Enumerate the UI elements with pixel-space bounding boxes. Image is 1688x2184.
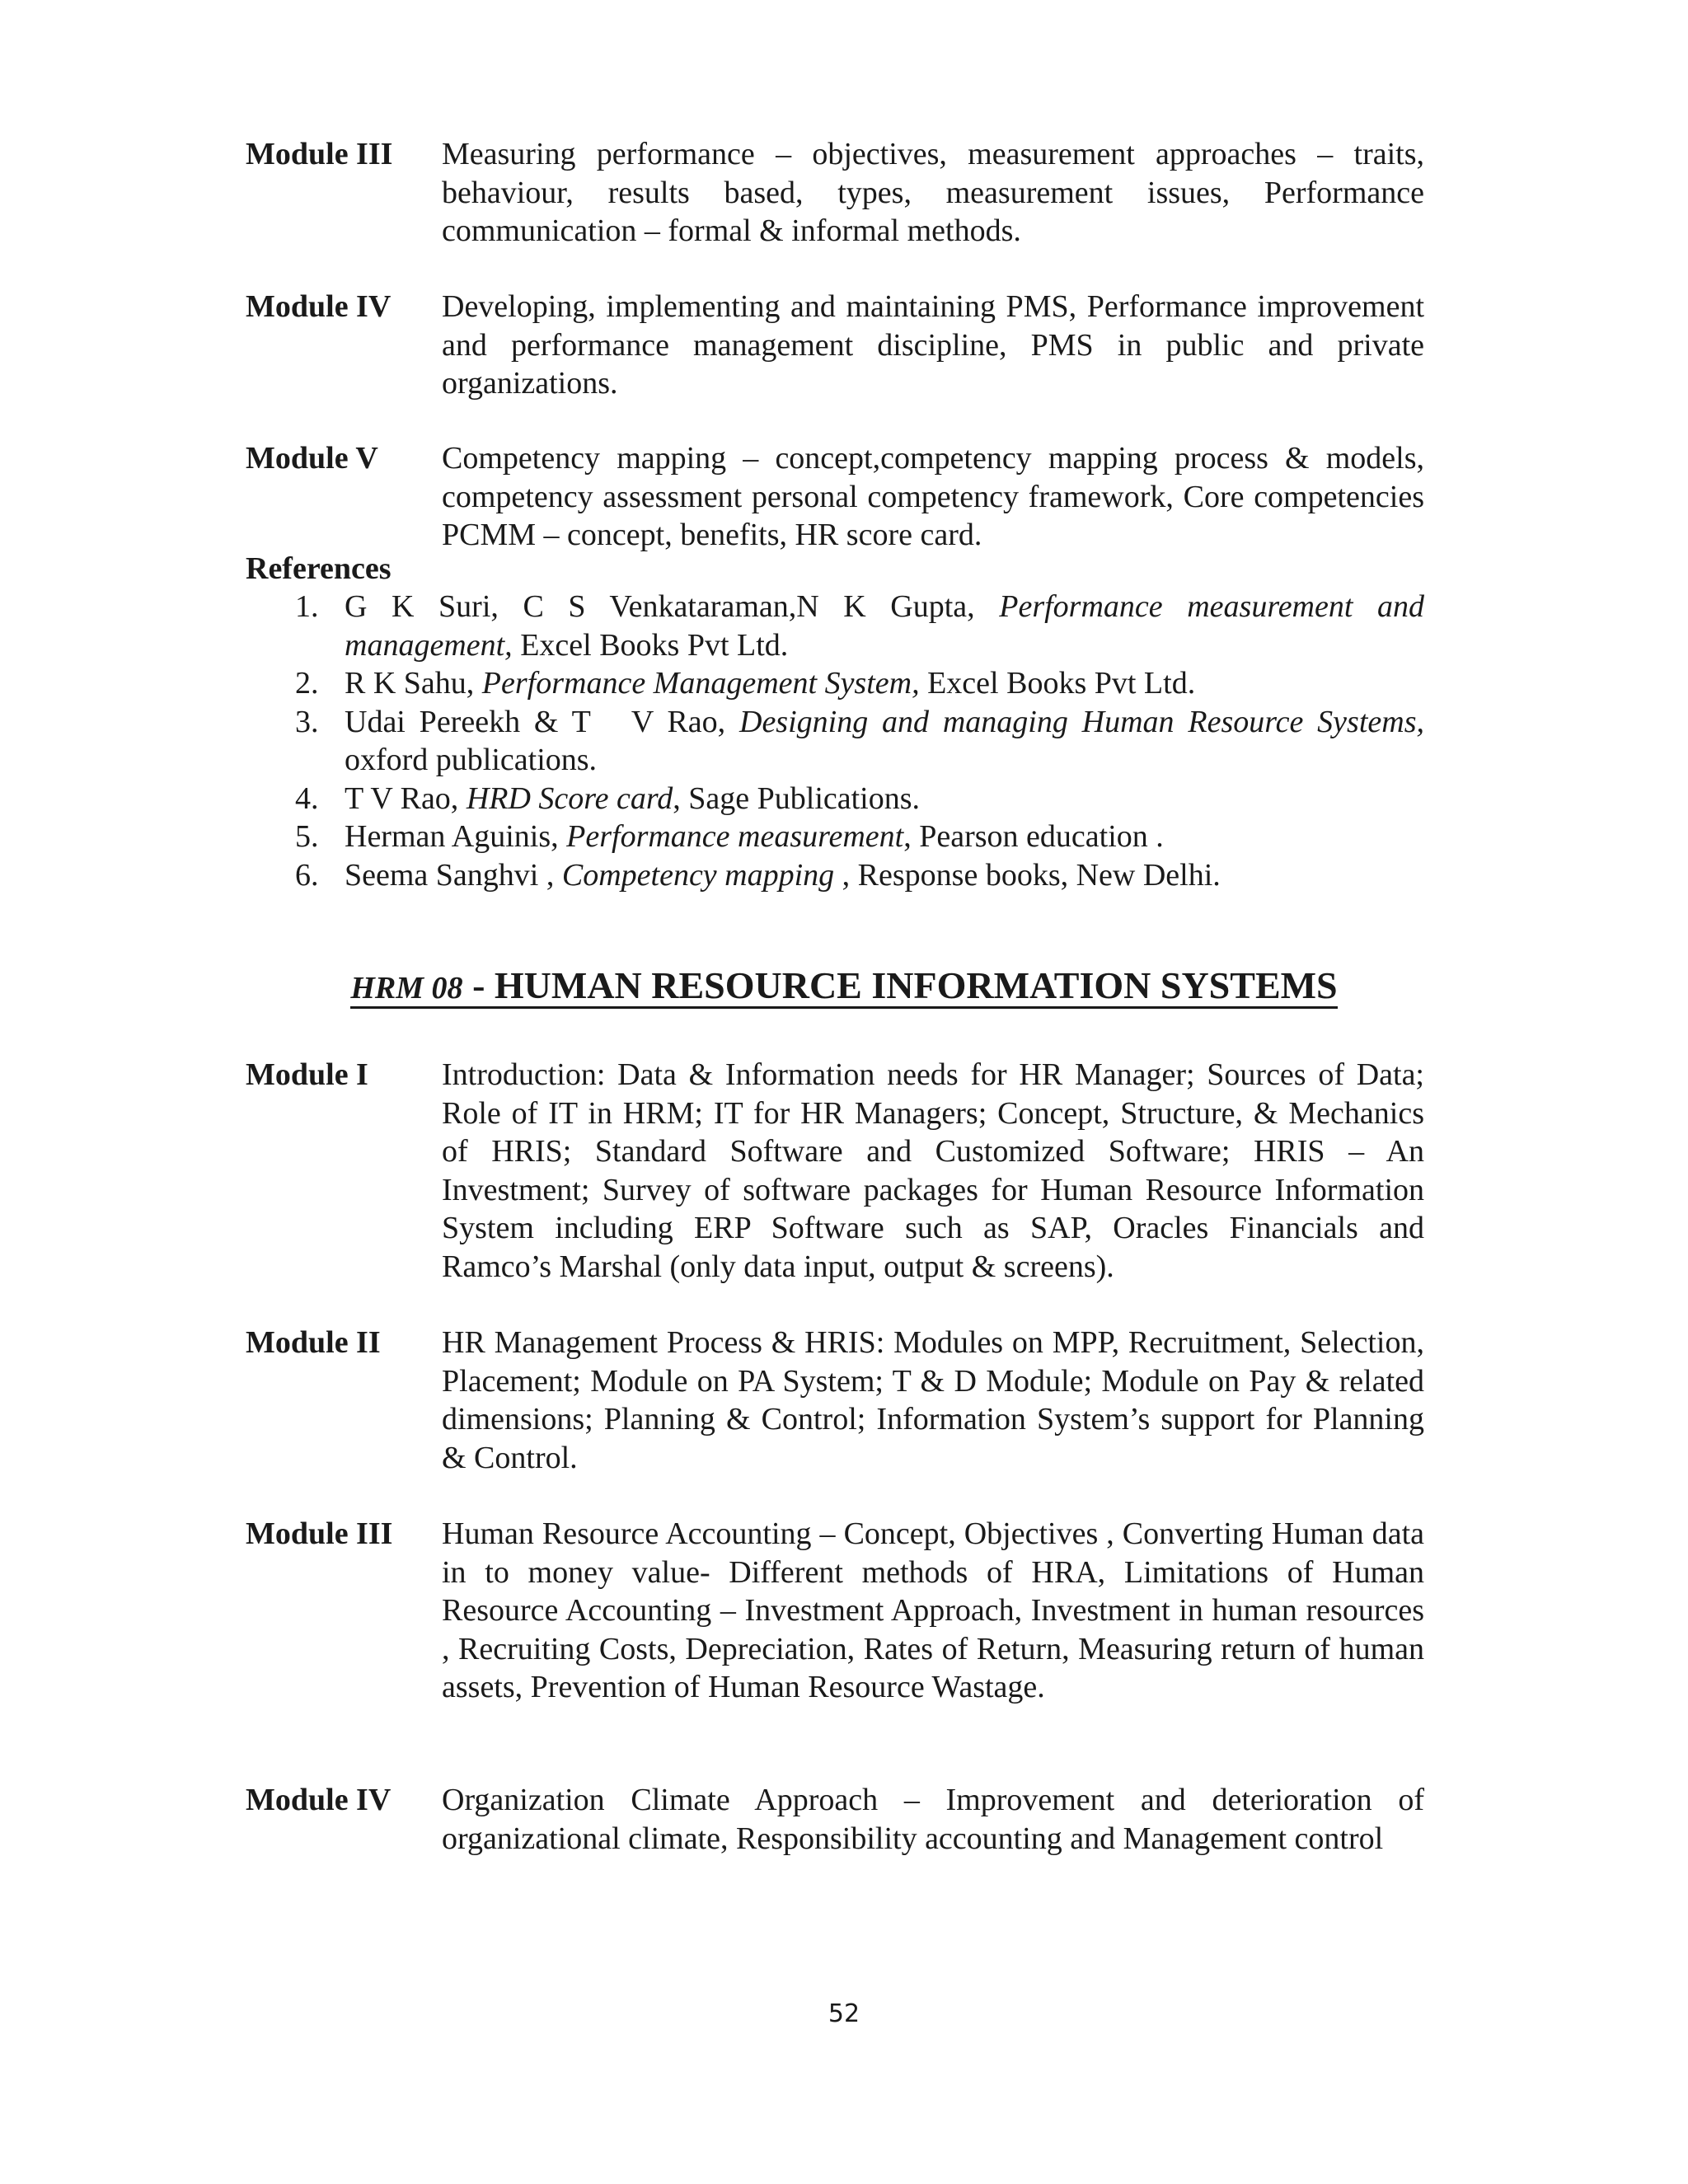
page-number: 52 — [828, 1999, 860, 2028]
module-description: Human Resource Accounting – Concept, Objectives , Converting Human data in to money value- Different methods of HRA, Limitations of Human Resource Accounting – Investment Approach, Investment in human resources , Recruiting Costs, Depreciation, Rates of Return, Measuring return of human assets, Prevention of Human Resource Wastage. — [442, 1516, 1424, 1704]
reference-publisher: , Response books, New Delhi. — [834, 857, 1221, 893]
reference-title: HRD Score card — [466, 780, 673, 816]
reference-number: 6. — [295, 857, 319, 893]
reference-author: T V Rao, — [345, 780, 467, 816]
module-label: Module III — [246, 1516, 393, 1551]
reference-title: Competency mapping — [561, 857, 835, 893]
reference-author: Seema Sanghvi , — [345, 857, 562, 893]
reference-title: Designing and managing Human Resource Systems, — [739, 704, 1424, 739]
module-description: Developing, implementing and maintaining PMS, Performance improvement and performance management discipline, PMS in public and private organizations. — [442, 289, 1424, 401]
module-description: HR Management Process & HRIS: Modules on MPP, Recruitment, Selection, Placement; Module on PA System; T & D Module; Module on Pay & related dimensions; Planning & Control; Information System’s support for Planning & Control. — [442, 1325, 1424, 1475]
module-description: Competency mapping – concept,competency mapping process & models, competency assessment personal competency framework, Core competencies PCMM – concept, benefits, HR score card. — [442, 441, 1424, 552]
references-heading: References — [246, 551, 392, 586]
reference-author: G K Suri, C S Venkataraman,N K Gupta, — [345, 589, 1000, 624]
reference-item — [246, 703, 1424, 780]
reference-number: 2. — [295, 666, 319, 701]
reference-author: Udai Pereekh & T V Rao, — [345, 704, 739, 739]
reference-number: 3. — [295, 704, 319, 739]
reference-publisher: , Pearson education . — [903, 819, 1164, 854]
references-list — [246, 588, 1424, 894]
reference-author: Herman Aguinis, — [345, 819, 567, 854]
reference-item — [246, 588, 1424, 664]
module-label: Module I — [246, 1057, 368, 1092]
module-label: Module III — [246, 137, 393, 171]
reference-publisher: Excel Books Pvt Ltd. — [512, 627, 789, 663]
reference-item — [246, 780, 1424, 818]
course-code: HRM 08 — [350, 971, 463, 1005]
reference-number: 4. — [295, 780, 319, 816]
reference-publisher: Excel Books Pvt Ltd. — [919, 666, 1196, 701]
module-label: Module IV — [246, 1783, 392, 1817]
reference-item — [246, 818, 1424, 856]
section-separator: - — [462, 964, 495, 1006]
section-title-underlined — [350, 964, 1337, 1009]
reference-title: Performance measurement and management, — [345, 589, 1425, 663]
reference-title: Performance measurement — [566, 819, 904, 854]
reference-publisher: , Sage Publications. — [673, 780, 921, 816]
section-title — [0, 963, 1688, 1011]
reference-publisher: oxford publications. — [345, 743, 598, 777]
module-description: Organization Climate Approach – Improvement and deterioration of organizational climate, Responsibility accounting and Management control — [442, 1783, 1424, 1856]
course-name: HUMAN RESOURCE INFORMATION SYSTEMS — [494, 964, 1338, 1006]
module-label: Module V — [246, 441, 378, 476]
module-label: Module IV — [246, 289, 392, 324]
reference-number: 1. — [295, 589, 319, 624]
reference-number: 5. — [295, 819, 319, 854]
reference-item — [246, 664, 1424, 703]
module-label: Module II — [246, 1325, 381, 1360]
reference-item — [246, 856, 1424, 895]
reference-author: R K Sahu, — [345, 666, 482, 701]
module-description: Measuring performance – objectives, measurement approaches – traits, behaviour, results based, types, measurement issues, Performance communication – formal & informal methods. — [442, 137, 1424, 248]
reference-title: Performance Management System, — [481, 666, 920, 701]
module-description: Introduction: Data & Information needs for HR Manager; Sources of Data; Role of IT in HRM; IT for HR Managers; Concept, Structure, & Mechanics of HRIS; Standard Software and Customized Software; HRIS – An Investment; Survey of software packages for Human Resource Information System including ERP Software such as SAP, Oracles Financials and Ramco’s Marshal (only data input, output & screens). — [442, 1057, 1424, 1284]
